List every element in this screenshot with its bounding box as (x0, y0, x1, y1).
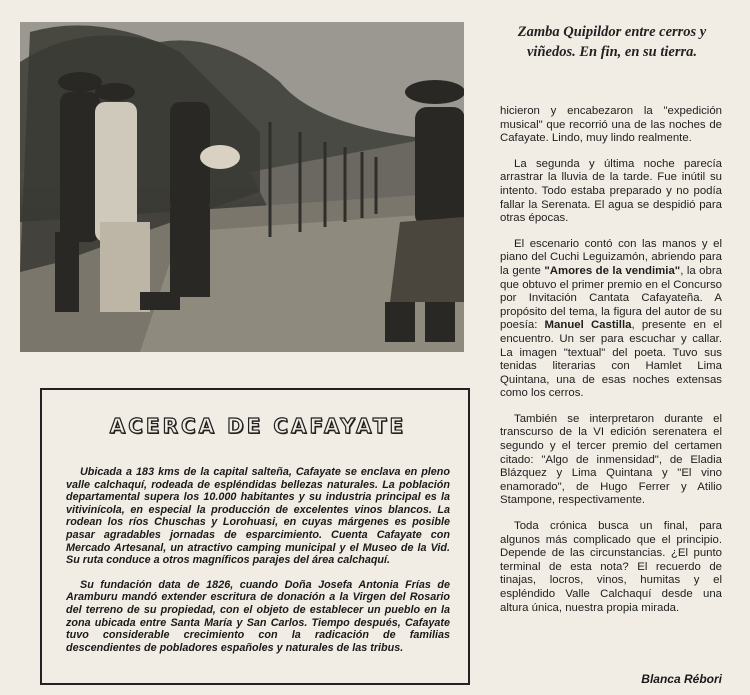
p3-text-c: , la obra que obtuvo el primer premio en el Concurso por Invitación Cantata Cafayateña. A propósito del tema, la figura del autor de su poesía: (500, 264, 722, 332)
box-title: ACERCA DE CAFAYATE (109, 414, 407, 438)
p3-text-a: El escenario contó con las manos y el piano del Cuchi Leguizamón, abriendo para la gente (500, 237, 722, 277)
article-paragraph-3 (500, 238, 722, 401)
caption-line-2: viñedos. En fin, en su tierra. (527, 44, 697, 60)
photo-caption (494, 22, 730, 62)
caption-line-1: Zamba Quipildor entre cerros y (517, 24, 707, 40)
article-paragraph-1: hicieron y encabezaron la "expedición musical" que recorrió una de las noches de Cafayate. Lindo, muy lindo realmente. (500, 105, 722, 145)
p3-work-title: "Amores de la vendimia" (544, 264, 681, 277)
box-paragraph-1: Ubicada a 183 kms de la capital salteña, Cafayate se enclava en pleno valle calchaquí, rodeada de espléndidas bellezas naturales. La población departamental supera los 10.000 habitantes y su industria principal es la vitivinícola, en especial la producción de excelentes vinos blancos. La rodean los ríos Chuschas y Lorohuasi, en cuyas márgenes es posible pasar agradables jornadas de esparcimiento. Cuenta Cafayate con Mercado Artesanal, un atractivo camping municipal y el Museo de la Vid. Su ruta conduce a otros magníficos parajes del área calchaquí. (66, 466, 450, 567)
article-paragraph-4: También se interpretaron durante el transcurso de la VI edición serenatera el segundo y el tercer premio del certamen citado: "Algo de inmensidad", de Eladia Blázquez y Lima Quintana y "El vino enamorado", de Hugo Ferrer y Atilio Stampone, respectivamente. (500, 412, 722, 507)
vineyard-photo (20, 22, 464, 352)
author-signature: Blanca Rébori (641, 672, 722, 686)
sidebar-box (40, 388, 470, 685)
p3-text-e: , presente en el encuentro. Un ser para escuchar y callar. La imagen "textual" del poeta. Tuvo sus tenidas literarias con Hamlet Lima Quintana, una de esas noches extensas como los cerros. (500, 319, 723, 400)
box-paragraph-2: Su fundación data de 1826, cuando Doña Josefa Antonia Frías de Aramburu mandó extender escritura de donación a la Virgen del Rosario del terreno de su propiedad, con el objeto de establecer un pueblo en la zona ubicada entre Santa María y San Carlos. Tiempo después, Cafayate tuvo considerable crecimiento con la radicación de familias descendientes de pobladores españoles y naturales de las tribus. (66, 578, 450, 654)
photo-icon (20, 22, 464, 352)
article-column (500, 105, 722, 627)
article-paragraph-2: La segunda y última noche parecía arrastrar la lluvia de la tarde. Fue inútil su intento. Todo estaba preparado y no podía fallar la Serenata. El agua se despidió para otras épocas. (500, 157, 722, 225)
p3-author-name: Manuel Castilla (544, 319, 632, 332)
article-paragraph-5: Toda crónica busca un final, para algunos más complicado que el principio. Depende de las circunstancias. ¿El punto terminal de esta nota? El recuerdo de tinajas, locros, vinos, humitas y el espléndido Valle Calchaquí desde una altura única, nuestra propia mirada. (500, 520, 722, 614)
